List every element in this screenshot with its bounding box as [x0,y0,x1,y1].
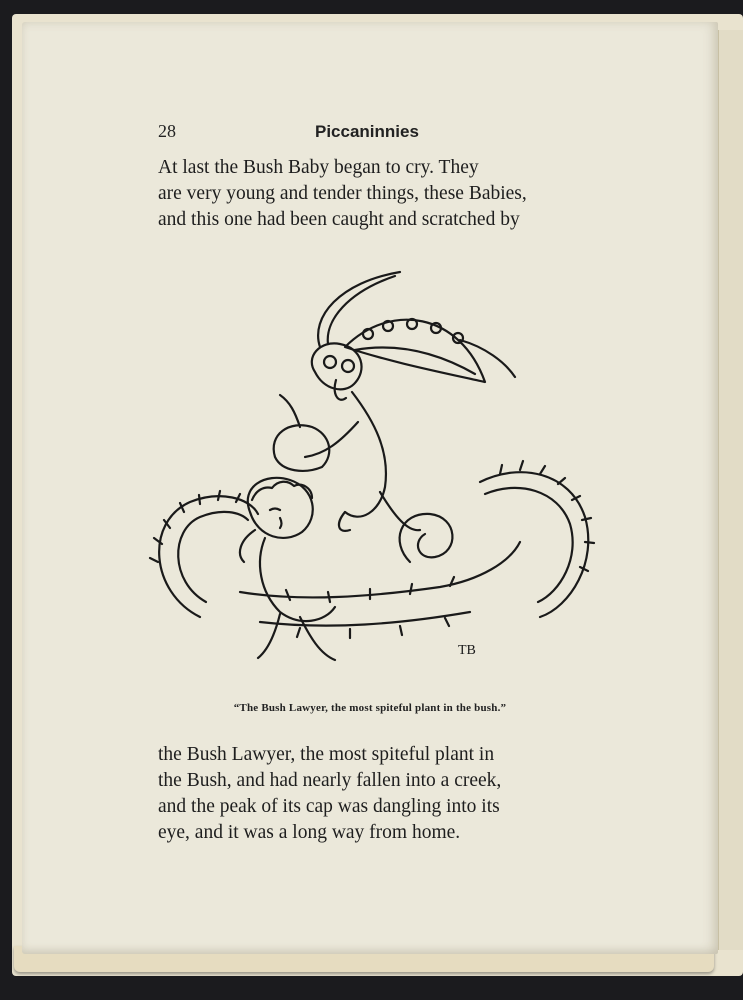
baby-leg [258,614,280,658]
baby-body [260,538,335,621]
right-frond-inner [485,488,573,602]
spiral-tendril [400,514,453,562]
text-line: are very young and tender things, these Babies, [158,183,527,204]
text-line: At last the Bush Baby began to cry. They [158,157,479,178]
text-line: and this one had been caught and scratched by [158,209,520,230]
bush-lawyer-illustration [140,262,600,682]
paragraph-top [158,155,582,233]
illustration-caption: “The Bush Lawyer, the most spiteful plant in the bush.” [233,702,507,714]
thorns [286,577,454,638]
text-line: the Bush, and had nearly fallen into a creek, [158,770,502,791]
dangling-cap [274,425,330,471]
creature-torso [345,392,386,517]
next-page-edge [718,30,743,950]
baby-arm [240,530,255,562]
running-head: Piccaninnies [315,122,419,141]
creature-eye [324,356,336,368]
text-line: eye, and it was a long way from home. [158,822,461,843]
monogram: TB [458,643,476,658]
baby-hair [252,482,312,500]
text-line: and the peak of its cap was dangling into its [158,796,500,817]
creature-leg [380,492,420,530]
baby-tear [280,518,282,528]
left-frond-inner [178,512,248,602]
creature-eye [342,360,354,372]
left-frond-teeth [150,491,240,562]
baby-eye [270,509,280,511]
paragraph-bottom [158,742,582,846]
cap-string [280,395,300,427]
creature-leaf-cap-vein [355,347,475,374]
thorny-stem [240,542,520,597]
page-number: 28 [158,121,176,141]
baby-leg [300,617,335,660]
text-line: the Bush Lawyer, the most spiteful plant in [158,744,495,765]
